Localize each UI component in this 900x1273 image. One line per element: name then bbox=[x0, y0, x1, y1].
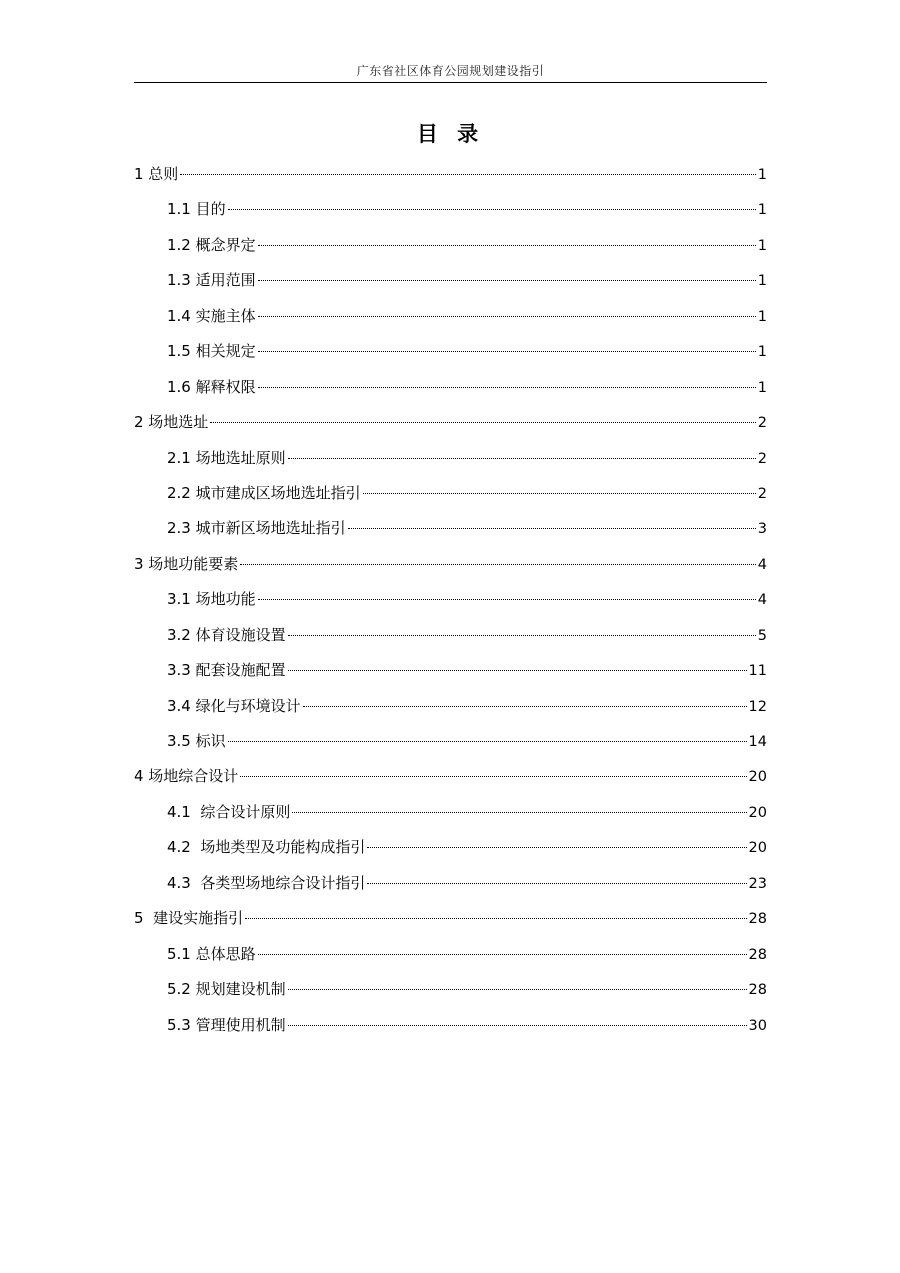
toc-entry-page-number: 1 bbox=[757, 344, 767, 361]
toc-entry-page-number: 12 bbox=[748, 698, 767, 715]
toc-entry[interactable] bbox=[134, 724, 767, 759]
header-rule bbox=[134, 82, 767, 83]
toc-entry[interactable] bbox=[134, 653, 767, 688]
toc-dot-leader bbox=[210, 422, 755, 423]
toc-entry-page-number: 5 bbox=[757, 627, 767, 644]
toc-entry-label: 4.1 综合设计原则 bbox=[167, 802, 291, 821]
toc-entry-label: 2.3 城市新区场地选址指引 bbox=[167, 519, 346, 538]
toc-entry-label: 1.5 相关规定 bbox=[167, 342, 256, 361]
toc-dot-leader bbox=[367, 847, 746, 848]
toc-entry[interactable] bbox=[134, 157, 767, 192]
toc-entry-label: 4.3 各类型场地综合设计指引 bbox=[167, 873, 366, 892]
toc-entry-label: 5 建设实施指引 bbox=[134, 909, 244, 928]
toc-entry-page-number: 4 bbox=[757, 592, 767, 609]
toc-entry-page-number: 28 bbox=[748, 946, 767, 963]
toc-entry-page-number: 20 bbox=[748, 804, 767, 821]
toc-entry-page-number: 4 bbox=[757, 556, 767, 573]
toc-entry[interactable] bbox=[134, 795, 767, 830]
toc-entry[interactable] bbox=[134, 405, 767, 440]
toc-entry-page-number: 11 bbox=[748, 663, 767, 680]
toc-entry[interactable] bbox=[134, 547, 767, 582]
toc-dot-leader bbox=[258, 245, 756, 246]
toc-entry-label: 1.2 概念界定 bbox=[167, 235, 256, 254]
toc-entry[interactable] bbox=[134, 476, 767, 511]
toc-entry[interactable] bbox=[134, 582, 767, 617]
toc-entry[interactable] bbox=[134, 830, 767, 865]
toc-dot-leader bbox=[348, 528, 756, 529]
toc-entry-page-number: 1 bbox=[757, 308, 767, 325]
toc-entry-page-number: 2 bbox=[757, 485, 767, 502]
toc-dot-leader bbox=[288, 989, 747, 990]
toc-entry[interactable] bbox=[134, 689, 767, 724]
toc-entry-page-number: 28 bbox=[748, 982, 767, 999]
toc-entry-label: 3.4 绿化与环境设计 bbox=[167, 696, 301, 715]
toc-entry[interactable] bbox=[134, 972, 767, 1007]
toc-dot-leader bbox=[228, 209, 756, 210]
table-of-contents bbox=[134, 157, 767, 1043]
toc-entry[interactable] bbox=[134, 511, 767, 546]
running-header: 广东省社区体育公园规划建设指引 bbox=[356, 64, 545, 78]
toc-entry-label: 3.3 配套设施配置 bbox=[167, 661, 286, 680]
toc-entry-page-number: 20 bbox=[748, 840, 767, 857]
toc-dot-leader bbox=[258, 351, 756, 352]
toc-dot-leader bbox=[240, 776, 746, 777]
toc-title: 目 录 bbox=[416, 122, 485, 146]
toc-entry-label: 1 总则 bbox=[134, 165, 179, 183]
toc-entry[interactable] bbox=[134, 370, 767, 405]
toc-dot-leader bbox=[258, 954, 747, 955]
toc-entry-label: 5.2 规划建设机制 bbox=[167, 980, 286, 999]
toc-entry-page-number: 2 bbox=[757, 415, 767, 432]
toc-entry-label: 1.1 目的 bbox=[167, 200, 226, 219]
toc-entry-label: 1.4 实施主体 bbox=[167, 306, 256, 325]
toc-entry-label: 2 场地选址 bbox=[134, 413, 209, 432]
toc-entry[interactable] bbox=[134, 866, 767, 901]
toc-entry-page-number: 28 bbox=[748, 911, 767, 928]
toc-entry[interactable] bbox=[134, 441, 767, 476]
toc-entry[interactable] bbox=[134, 192, 767, 227]
toc-entry[interactable] bbox=[134, 299, 767, 334]
toc-entry-page-number: 23 bbox=[748, 875, 767, 892]
toc-dot-leader bbox=[240, 564, 755, 565]
toc-entry[interactable] bbox=[134, 937, 767, 972]
toc-dot-leader bbox=[288, 458, 756, 459]
toc-dot-leader bbox=[258, 599, 756, 600]
toc-entry[interactable] bbox=[134, 334, 767, 369]
toc-dot-leader bbox=[228, 741, 747, 742]
toc-entry-page-number: 1 bbox=[757, 237, 767, 254]
toc-entry-label: 3.1 场地功能 bbox=[167, 590, 256, 609]
toc-entry-page-number: 1 bbox=[757, 167, 767, 183]
toc-dot-leader bbox=[363, 493, 756, 494]
toc-dot-leader bbox=[303, 706, 747, 707]
toc-entry-label: 3.5 标识 bbox=[167, 732, 226, 750]
toc-entry-page-number: 20 bbox=[748, 769, 767, 786]
toc-entry-page-number: 1 bbox=[757, 379, 767, 396]
toc-dot-leader bbox=[367, 883, 746, 884]
toc-entry-label: 4.2 场地类型及功能构成指引 bbox=[167, 838, 366, 857]
toc-entry-label: 2.1 场地选址原则 bbox=[167, 448, 286, 467]
toc-dot-leader bbox=[288, 1025, 747, 1026]
toc-entry-label: 2.2 城市建成区场地选址指引 bbox=[167, 483, 361, 502]
toc-entry-label: 1.3 适用范围 bbox=[167, 271, 256, 290]
toc-dot-leader bbox=[258, 387, 756, 388]
toc-entry-label: 1.6 解释权限 bbox=[167, 377, 256, 396]
toc-dot-leader bbox=[258, 280, 756, 281]
toc-entry-label: 3 场地功能要素 bbox=[134, 554, 239, 573]
toc-entry-label: 5.1 总体思路 bbox=[167, 944, 256, 963]
toc-entry[interactable] bbox=[134, 228, 767, 263]
toc-entry[interactable] bbox=[134, 901, 767, 936]
toc-entry-page-number: 30 bbox=[748, 1017, 767, 1034]
toc-dot-leader bbox=[292, 812, 746, 813]
toc-entry-page-number: 1 bbox=[757, 273, 767, 290]
toc-entry-page-number: 2 bbox=[757, 450, 767, 467]
toc-dot-leader bbox=[180, 174, 755, 175]
toc-entry-page-number: 1 bbox=[757, 202, 767, 219]
toc-dot-leader bbox=[258, 316, 756, 317]
toc-entry[interactable] bbox=[134, 1008, 767, 1043]
toc-dot-leader bbox=[288, 635, 756, 636]
toc-entry-label: 4 场地综合设计 bbox=[134, 767, 239, 786]
toc-entry-label: 3.2 体育设施设置 bbox=[167, 625, 286, 644]
toc-entry-page-number: 14 bbox=[748, 734, 767, 750]
toc-dot-leader bbox=[288, 670, 747, 671]
toc-entry[interactable] bbox=[134, 759, 767, 794]
toc-dot-leader bbox=[245, 918, 746, 919]
toc-entry-label: 5.3 管理使用机制 bbox=[167, 1015, 286, 1034]
toc-entry-page-number: 3 bbox=[757, 521, 767, 538]
toc-entry[interactable] bbox=[134, 263, 767, 298]
toc-entry[interactable] bbox=[134, 618, 767, 653]
